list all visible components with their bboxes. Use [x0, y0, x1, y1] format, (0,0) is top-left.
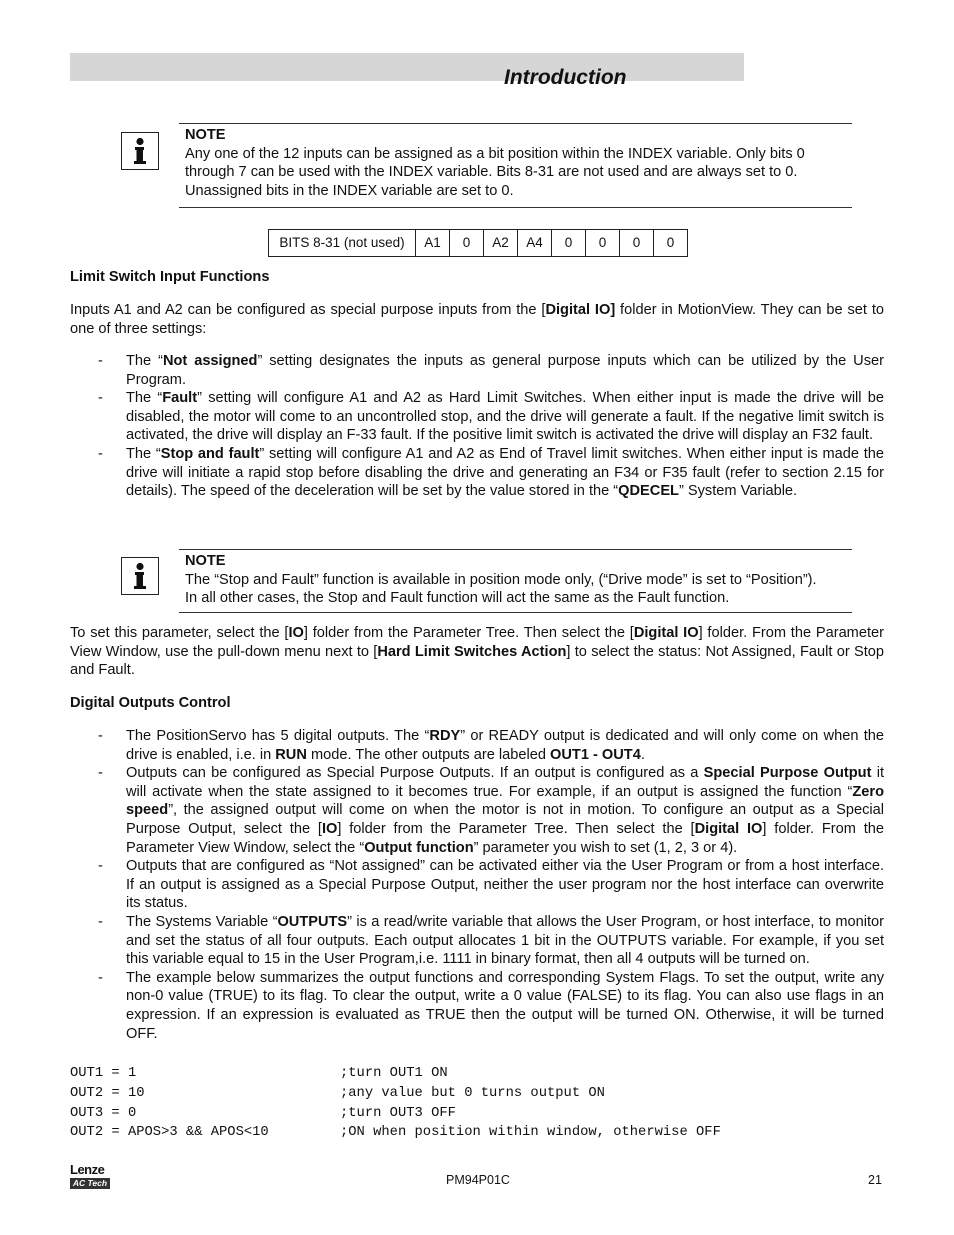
digital-outputs-list [70, 727, 884, 1043]
table-cell: 0 [620, 230, 654, 257]
table-cell: 0 [450, 230, 484, 257]
info-icon [121, 132, 159, 170]
note-text-line: The “Stop and Fault” function is available in position mode only, (“Drive mode” is set to “Position”). [185, 571, 817, 588]
logo-wordmark: Lenze [70, 1162, 105, 1177]
list-item: - The Systems Variable “OUTPUTS” is a read/write variable that allows the User Program, or host interface, to monitor and set the status of all four outputs. Each output allocates 1 bit in the OUTPUTS variable. For example, if you set this variable equal to 15 in the User Program,i.e. 1111 in binary format, then all 4 outputs will be turned on. [98, 913, 884, 968]
list-item: - The PositionServo has 5 digital outputs. The “RDY” or READY output is dedicated and will only come on when the drive is enabled, i.e. in RUN mode. The other outputs are labeled OUT1 - OUT4. [98, 728, 884, 763]
table-cell: 0 [654, 230, 688, 257]
digital-outputs-heading: Digital Outputs Control [70, 695, 231, 711]
code-line: OUT2 = APOS>3 && APOS<10 ;ON when position within window, otherwise OFF [70, 1125, 721, 1141]
limit-switch-intro: Inputs A1 and A2 can be configured as special purpose inputs from the [Digital IO] folder in MotionView. They can be set to one of three settings: [70, 302, 884, 337]
section-title: Introduction [504, 66, 627, 89]
table-cell: A2 [484, 230, 518, 257]
limit-switch-list [70, 352, 884, 501]
index-bits-table [268, 229, 688, 257]
table-cell: 0 [586, 230, 620, 257]
table-cell: BITS 8-31 (not used) [269, 230, 416, 257]
note-title: NOTE [185, 553, 226, 569]
list-item: - The “Not assigned” setting designates the inputs as general purpose inputs which can be utilized by the User Program. [98, 353, 884, 388]
note-text: Any one of the 12 inputs can be assigned as a bit position within the INDEX variable. Only bits 0 through 7 can be used with the INDEX variable. Bits 8-31 are not used and are always set to 0. Unassigned bits in the INDEX variable are set to 0. [185, 145, 805, 199]
code-line: OUT2 = 10 ;any value but 0 turns output ON [70, 1085, 605, 1101]
code-block [70, 1064, 870, 1143]
page-number: 21 [868, 1173, 882, 1187]
set-parameter-paragraph: To set this parameter, select the [IO] folder from the Parameter Tree. Then select the [Digital IO] folder. From the Parameter View Window, use the pull-down menu next to [Hard Limit Switches Action] to select the status: Not Assigned, Fault or Stop and Fault. [70, 625, 884, 679]
code-line: OUT1 = 1 ;turn OUT1 ON [70, 1066, 448, 1081]
list-item: - The “Stop and fault” setting will configure A1 and A2 as End of Travel limit switches. When either input is made the drive will initiate a rapid stop before disabling the drive and generating an F34 or F35 fault (refer to section 2.15 for details). The speed of the deceleration will be set by the value stored in the “QDECEL” System Variable. [98, 445, 884, 500]
limit-switch-heading: Limit Switch Input Functions [70, 269, 270, 285]
list-item: - Outputs that are configured as “Not assigned” can be activated either via the User Program or from a host interface. If an output is assigned as a Special Purpose Output, neither the user program nor the host interface can overwrite its status. [98, 858, 884, 912]
logo-subbrand: AC Tech [70, 1178, 110, 1189]
note-box [179, 549, 852, 613]
document-id: PM94P01C [446, 1173, 510, 1187]
info-icon [121, 557, 159, 595]
table-cell: A1 [416, 230, 450, 257]
list-item: - The example below summarizes the output functions and corresponding System Flags. To set the output, write any non-0 value (TRUE) to its flag. To clear the output, write a 0 value (FALSE) to its flag. You can also use flags in an expression. If an expression is evaluated as TRUE then the output will be turned ON. Otherwise, it will be turned OFF. [98, 969, 884, 1042]
note-title: NOTE [185, 127, 226, 143]
table-cell: A4 [518, 230, 552, 257]
list-item: - The “Fault” setting will configure A1 and A2 as Hard Limit Switches. When either input is made the drive will be disabled, the motor will come to an uncontrolled stop, and the drive will generate a fault. If the negative limit switch is activated, the drive will display an F-33 fault. If the positive limit switch is activated the drive will display an F32 fault. [98, 390, 884, 444]
note-box [179, 123, 852, 208]
table-row [269, 230, 688, 257]
note-text-line: In all other cases, the Stop and Fault function will act the same as the Fault function. [185, 590, 730, 607]
code-line: OUT3 = 0 ;turn OUT3 OFF [70, 1105, 456, 1121]
lenze-logo [70, 1163, 110, 1189]
header-bar [70, 53, 744, 81]
table-cell: 0 [552, 230, 586, 257]
list-item: - Outputs can be configured as Special Purpose Outputs. If an output is configured as a Special Purpose Output it will activate when the state assigned to it becomes true. For example, if an output is assigned the function “Zero speed”, the assigned output will come on when the motor is not in motion. To configure an output as a Special Purpose Output, select the [IO] folder from the Parameter Tree. Then select the [Digital IO] folder. From the Parameter View Window, select the “Output function” parameter you wish to set (1, 2, 3 or 4). [98, 765, 885, 856]
